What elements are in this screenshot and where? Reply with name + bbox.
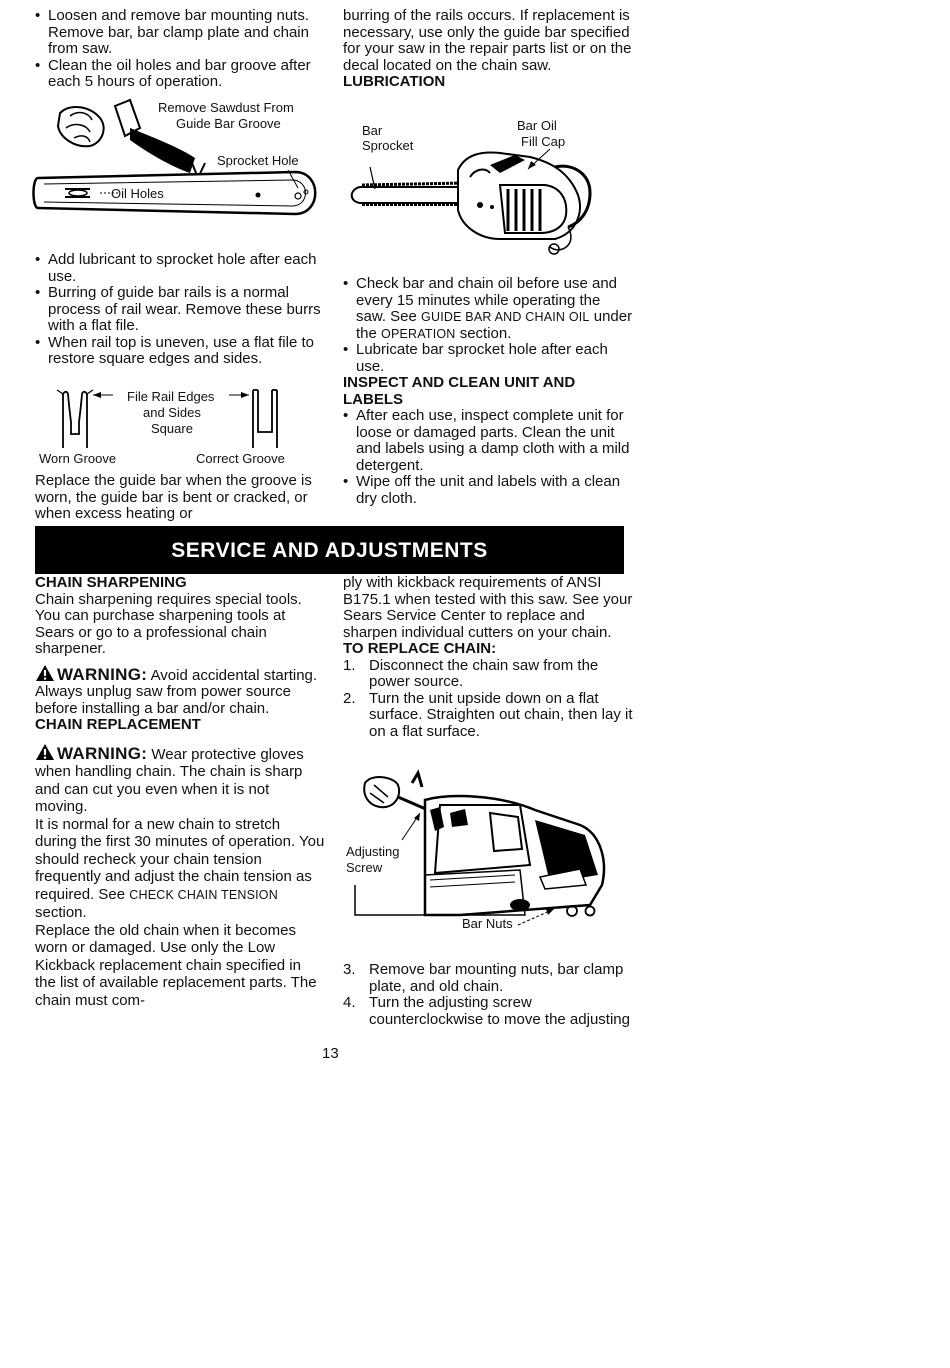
step-4: 4. Turn the adjusting screw counterclockwise to move the adjusting [343,994,630,1028]
service-left-text [35,575,325,1009]
kickback-text: ply with kickback requirements of ANSI B175.1 when tested with this saw. See your Sears Service Center to replace and sharpen individual cutters on your chain. [343,574,633,641]
sharpening-text: Chain sharpening requires special tools. You can purchase sharpening tools at Sears or go to a professional chain sharpener. [35,590,302,657]
ref-check-chain-tension: CHECK CHAIN TENSION [129,887,278,902]
heading-inspect-clean: INSPECT AND CLEAN UNIT AND LABELS [343,374,576,408]
left-top-text [35,8,330,91]
service-right-text [343,575,633,740]
bullet-burring: • Burring of guide bar rails is a normal process of rail wear. Remove these burrs with a flat file. [35,285,330,335]
right-mid-text [343,276,633,507]
bullet-lubricate-sprocket: • Lubricate bar sprocket hole after each use. [343,342,633,375]
label-sprocket-hole: Sprocket Hole [217,153,299,168]
page-number: 13 [322,1045,339,1062]
heading-lubrication: LUBRICATION [343,73,446,90]
warning-accidental-starting: WARNING: Avoid accidental starting. Always unplug saw from power source before installing a bar and/or chain. [35,664,318,717]
section-banner: SERVICE AND ADJUSTMENTS [35,526,624,574]
bullet-add-lubricant: • Add lubricant to sprocket hole after each use. [35,252,330,285]
label-bar: Bar [362,123,383,138]
file-rail-figure [35,386,325,471]
step-2: 2. Turn the unit upside down on a flat surface. Straighten out chain, then lay it on a flat surface. [343,689,633,740]
chain-stretch-text: It is normal for a new chain to stretch during the first 30 minutes of operation. You should recheck your chain tension frequently and adjust the chain tension as required. See CHECK CHAIN TENSION section. [35,815,325,921]
right-top-text [343,8,633,91]
label-adjusting: Adjusting [346,844,400,859]
lubrication-figure [340,115,610,265]
label-bar-nuts: Bar Nuts [462,916,513,931]
label-and-sides: and Sides [143,405,201,420]
adjusting-screw-figure [340,765,620,940]
label-correct-groove: Correct Groove [196,451,285,466]
heading-chain-replacement: CHAIN REPLACEMENT [35,716,201,733]
ref-operation: OPERATION [381,326,456,341]
bullet-clean-oil-holes: • Clean the oil holes and bar groove after each 5 hours of operation. [35,58,330,91]
service-right-lower-text [343,962,633,1028]
label-square: Square [151,421,193,436]
label-guide-bar-groove: Guide Bar Groove [176,116,281,131]
heading-chain-sharpening: CHAIN SHARPENING [35,574,187,591]
bullet-inspect-unit: • After each use, inspect complete unit for loose or damaged parts. Clean the unit and labels using a damp cloth with a mild detergent. [343,408,633,474]
guide-bar-figure [30,98,330,233]
bullet-flat-file: • When rail top is uneven, use a flat file to restore square edges and sides. [35,335,330,368]
label-screw: Screw [346,860,383,875]
step-3: 3. Remove bar mounting nuts, bar clamp plate, and old chain. [343,961,624,995]
label-file-rail-edges: File Rail Edges [127,389,215,404]
label-worn-groove: Worn Groove [39,451,117,466]
label-remove-sawdust: Remove Sawdust From [158,100,294,115]
warning-triangle-icon [35,743,55,761]
label-bar-oil: Bar Oil [517,118,557,133]
bullet-remove-bar: • Loosen and remove bar mounting nuts. Remove bar, bar clamp plate and chain from saw. [35,8,330,58]
label-fill-cap: Fill Cap [521,134,566,149]
bullet-check-oil: • Check bar and chain oil before use and every 15 minutes while operating the saw. See GUIDE BAR AND CHAIN OIL under the OPERATION section. [343,276,633,342]
label-oil-holes: Oil Holes [111,186,164,201]
burring-continued-text: burring of the rails occurs. If replacement is necessary, use only the guide bar specified for your saw in the repair parts list or on the decal located on the chain saw. [343,7,632,74]
replace-chain-text: Replace the old chain when it becomes worn or damaged. Use only the Low Kickback replacement chain specified in the list of available replacement parts. The chain must com- [35,921,317,1009]
heading-to-replace-chain: TO REPLACE CHAIN: [343,640,497,657]
left-mid-text [35,252,330,368]
label-sprocket: Sprocket [362,138,414,153]
warning-protective-gloves: WARNING: Wear protective gloves when handling chain. The chain is sharp and can cut you even when it is not moving. [35,743,304,815]
left-bottom-text [35,473,330,523]
bullet-wipe-unit: • Wipe off the unit and labels with a clean dry cloth. [343,474,633,507]
warning-triangle-icon [35,664,55,682]
ref-guide-bar-oil: GUIDE BAR AND CHAIN OIL [421,310,590,324]
replace-guide-bar-text: Replace the guide bar when the groove is worn, the guide bar is bent or cracked, or when excess heating or [35,472,312,522]
step-1: 1. Disconnect the chain saw from the power source. [343,656,599,690]
